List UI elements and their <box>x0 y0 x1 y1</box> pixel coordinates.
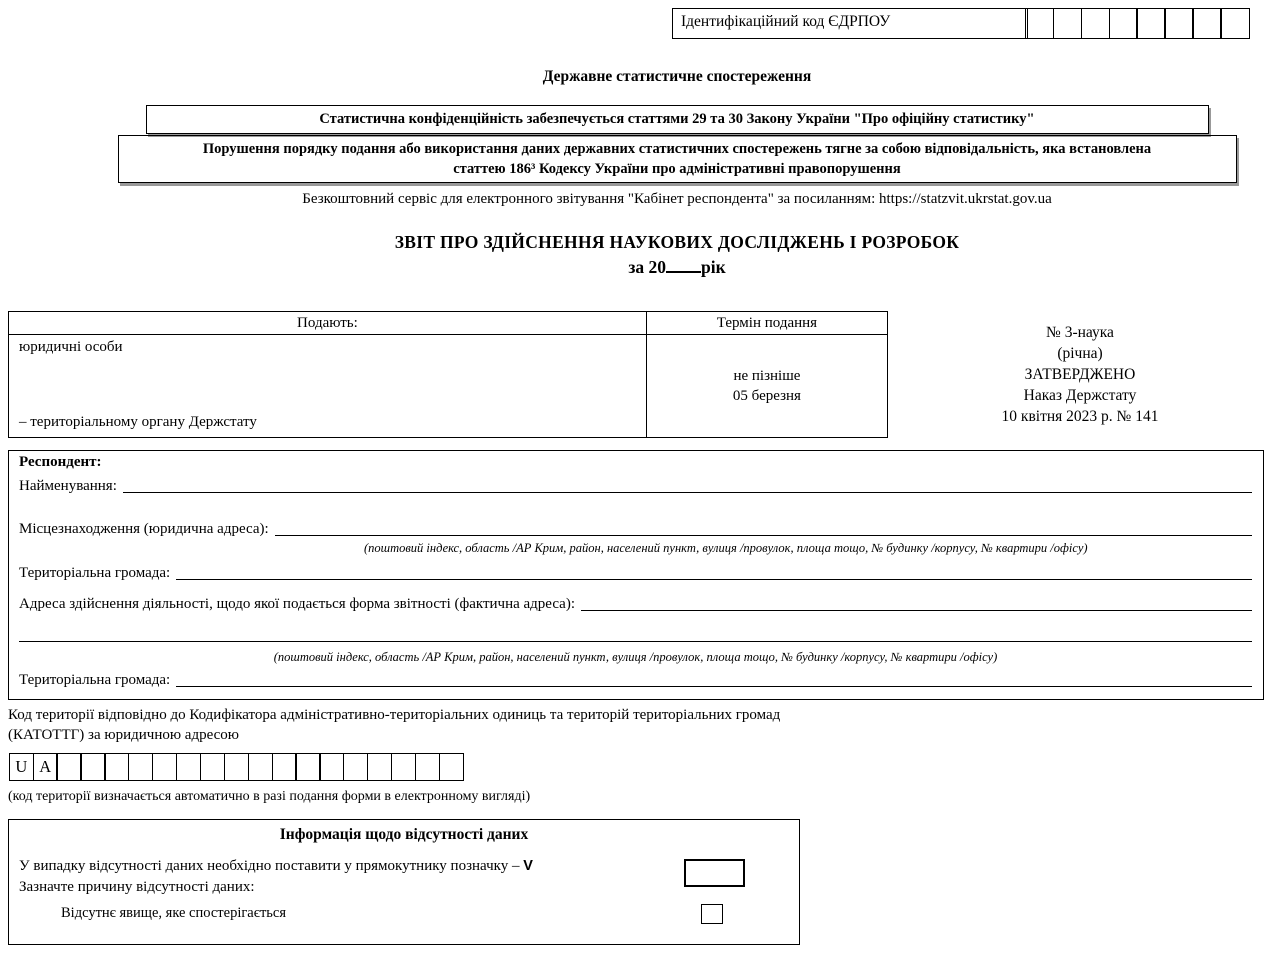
katottg-cell[interactable] <box>104 753 129 781</box>
katottg-cell[interactable] <box>128 753 153 781</box>
submitters-header: Подають: <box>9 312 647 335</box>
approved-label: ЗАТВЕРДЖЕНО <box>1024 366 1136 383</box>
year-prefix: за 20 <box>628 257 666 277</box>
actual-address-label: Адреса здійснення діяльності, щодо якої подається форма звітності (фактична адреса): <box>19 596 576 612</box>
katottg-cell[interactable] <box>295 753 320 781</box>
katottg-note: (код території визначається автоматично в разі подання форми в електронному вигляді) <box>8 789 531 804</box>
actual-address-hint: (поштовий індекс, область /АР Крим, район, населений пункт, вулиця /провулок, площа тощо, № будинку /корпусу, № квартири /офісу) <box>273 650 998 664</box>
legal-address-label: Місцезнаходження (юридична адреса): <box>19 521 269 537</box>
form-periodicity: (річна) <box>1057 345 1103 362</box>
katottg-code-cells <box>10 753 464 781</box>
legal-address-blank-field[interactable] <box>275 519 1252 536</box>
actual-address-row <box>19 594 1252 613</box>
respondent-name-row <box>19 476 1252 495</box>
community-blank-field[interactable] <box>176 563 1252 580</box>
violation-notice-line2: статтею 186³ Кодексу України про адміністративні правопорушення <box>453 161 901 177</box>
katottg-cell[interactable] <box>224 753 249 781</box>
no-data-mark-symbol: V <box>523 858 533 874</box>
community-row <box>19 563 1252 582</box>
legal-address-hint: (поштовий індекс, область /АР Крим, район, населений пункт, вулиця /провулок, площа тощо, № будинку /корпусу, № квартири /офісу) <box>364 541 1088 555</box>
katottg-cell[interactable] <box>248 753 273 781</box>
no-data-reason-checkbox[interactable] <box>701 904 723 924</box>
katottg-cell[interactable] <box>80 753 105 781</box>
no-data-reason-label: Зазначте причину відсутності даних: <box>19 879 255 895</box>
no-data-instruction-text: У випадку відсутності даних необхідно поставити у прямокутнику позначку – <box>19 858 524 874</box>
approval-order: Наказ Держстату <box>1023 387 1137 404</box>
respondent-title: Респондент: <box>19 454 102 470</box>
katottg-cell[interactable] <box>176 753 201 781</box>
name-label: Найменування: <box>19 478 117 494</box>
free-service-notice: Безкоштовний сервіс для електронного звітування "Кабінет респондента" за посиланням: https://statzvit.ukrstat.gov.ua <box>302 191 1052 207</box>
form-header <box>82 0 1272 278</box>
katottg-cell[interactable]: U <box>9 753 34 781</box>
submitters-cell <box>9 335 647 438</box>
report-title: ЗВІТ ПРО ЗДІЙСНЕННЯ НАУКОВИХ ДОСЛІДЖЕНЬ І РОЗРОБОК <box>394 232 960 252</box>
katottg-description: Код території відповідно до Кодифікатора адміністративно-територіальних одиниць та територій територіальних громад (КАТОТТГ) за юридичною адресою <box>8 707 781 743</box>
community-blank-field-2[interactable] <box>176 670 1252 687</box>
deadline-line1: не пізніше <box>733 368 801 384</box>
deadline-cell <box>646 335 887 438</box>
form-number: № 3-наука <box>1046 324 1114 341</box>
approval-block <box>930 322 1230 427</box>
year-blank-field[interactable] <box>666 257 701 273</box>
katottg-cell[interactable] <box>56 753 81 781</box>
katottg-cell[interactable] <box>152 753 177 781</box>
katottg-cell[interactable]: A <box>33 753 58 781</box>
no-data-mark-box[interactable] <box>684 859 745 887</box>
katottg-cell[interactable] <box>439 753 464 781</box>
deadline-line2: 05 березня <box>732 388 801 404</box>
confidentiality-notice: Статистична конфіденційність забезпечується статтями 29 та 30 Закону України "Про офіційну статистику" <box>146 105 1209 134</box>
name-blank-field[interactable] <box>123 476 1252 493</box>
katottg-cell[interactable] <box>200 753 225 781</box>
respondent-section <box>8 450 1264 700</box>
report-year-line <box>82 257 1272 278</box>
edrpou-label: Ідентифікаційний код ЄДРПОУ <box>672 8 1028 39</box>
no-data-instruction <box>19 858 533 875</box>
community-label-2: Територіальна громада: <box>19 672 171 688</box>
deadline-header: Термін подання <box>646 312 887 335</box>
katottg-cell[interactable] <box>343 753 368 781</box>
community-label: Територіальна громада: <box>19 565 171 581</box>
actual-address-continuation-field[interactable] <box>19 613 1252 642</box>
katottg-cell[interactable] <box>391 753 416 781</box>
year-suffix: рік <box>700 257 726 277</box>
no-data-reason-option: Відсутнє явище, яке спостерігається <box>61 905 287 921</box>
katottg-cell[interactable] <box>415 753 440 781</box>
submission-recipient: – територіальному органу Держстату <box>19 414 257 430</box>
approval-order-date: 10 квітня 2023 р. № 141 <box>1001 408 1159 425</box>
katottg-cell[interactable] <box>367 753 392 781</box>
submitter-type: юридичні особи <box>19 339 123 355</box>
violation-notice-line1: Порушення порядку подання або використання даних державних статистичних спостережень тягне за собою відповідальність, яка встановлена <box>202 141 1152 157</box>
actual-address-blank-field[interactable] <box>581 594 1252 611</box>
legal-address-row <box>19 519 1252 538</box>
no-data-section <box>8 819 800 945</box>
katottg-cell[interactable] <box>319 753 344 781</box>
no-data-title: Інформація щодо відсутності даних <box>279 826 529 843</box>
violation-notice <box>118 135 1237 183</box>
katottg-cell[interactable] <box>272 753 297 781</box>
observation-title: Державне статистичне спостереження <box>542 68 812 85</box>
community-row-2 <box>19 670 1252 689</box>
submission-table <box>8 311 888 438</box>
